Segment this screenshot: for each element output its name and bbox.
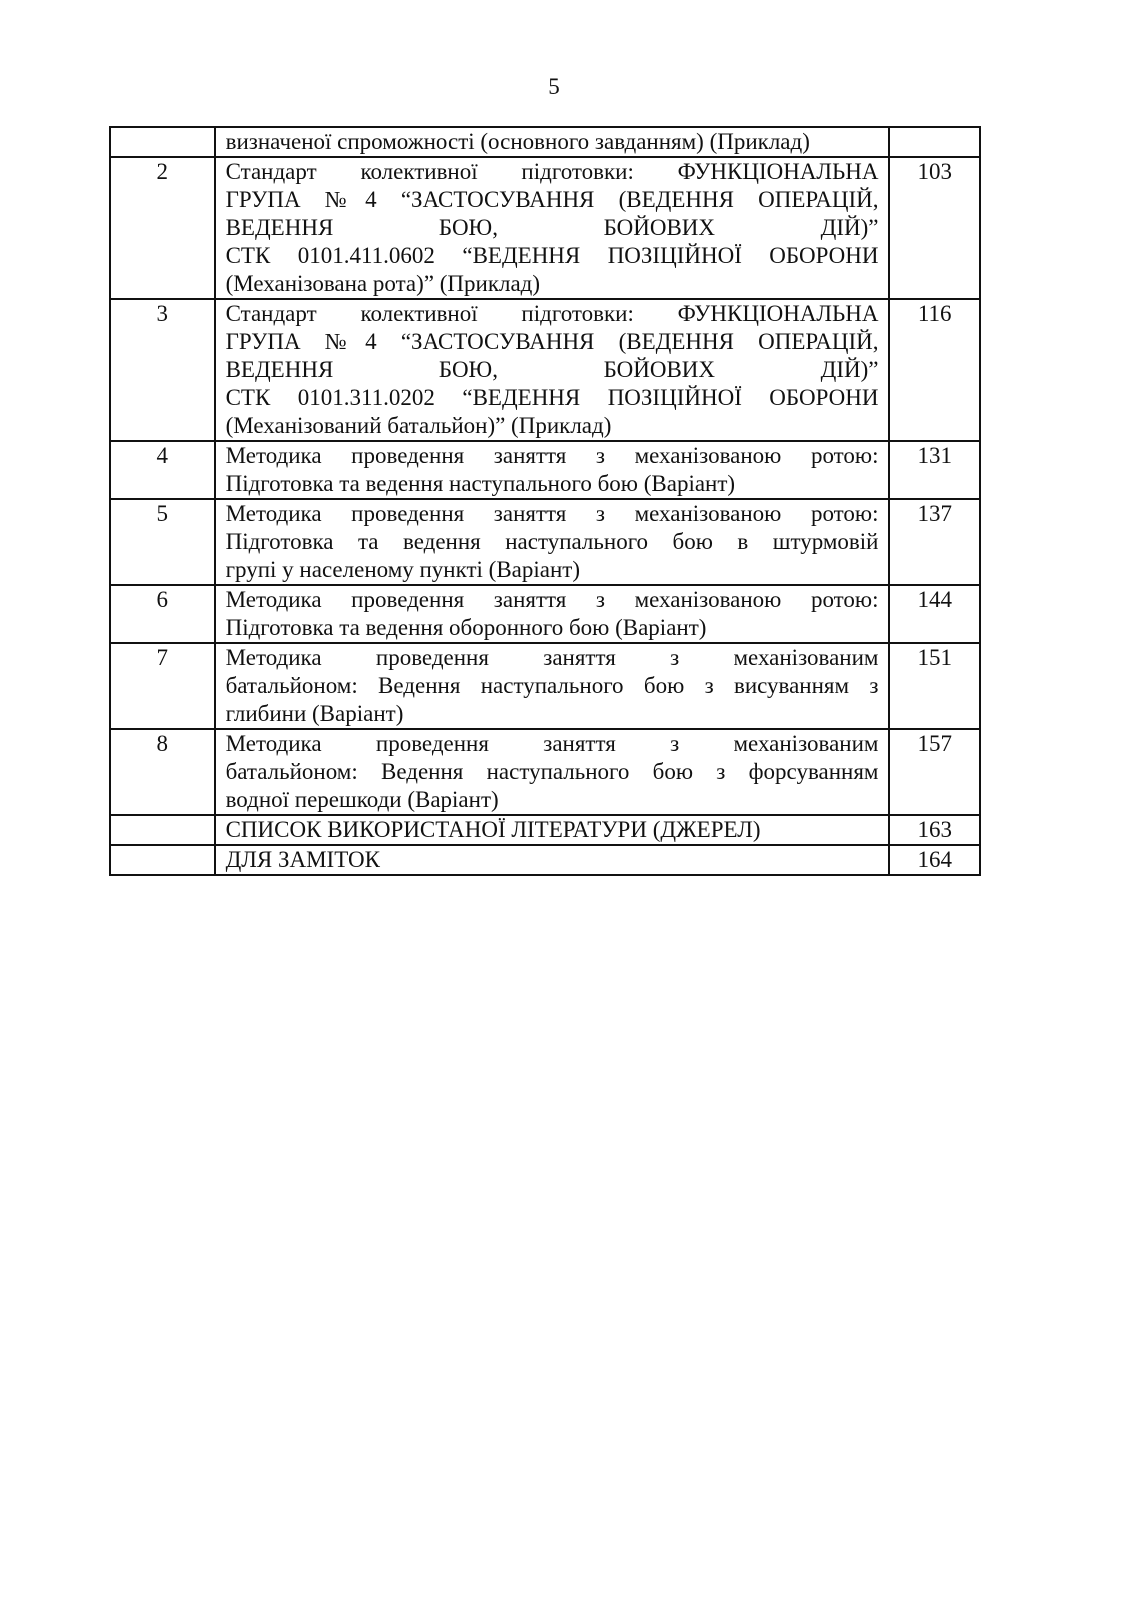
toc-page-number: 103 — [889, 157, 980, 299]
toc-page-number: 144 — [889, 585, 980, 643]
toc-page-number: 157 — [889, 729, 980, 815]
toc-page-number: 131 — [889, 441, 980, 499]
toc-title-line: Методика проведення заняття з механізованим — [225, 731, 879, 756]
toc-item-number: 2 — [110, 157, 215, 299]
toc-item-title — [215, 729, 890, 815]
toc-row — [110, 643, 980, 729]
toc-title-line: ВЕДЕННЯ БОЮ, БОЙОВИХ ДІЙ)” — [225, 357, 879, 382]
toc-title-line: Підготовка та ведення наступального бою в штурмовій — [225, 529, 879, 554]
toc-item-title — [215, 441, 890, 499]
toc-item-number — [110, 845, 215, 875]
toc-title-line: СТК 0101.311.0202 “ВЕДЕННЯ ПОЗІЦІЙНОЇ ОБОРОНИ — [225, 385, 879, 410]
toc-title-line: ГРУПА №4 “ЗАСТОСУВАННЯ (ВЕДЕННЯ ОПЕРАЦІЙ, — [225, 187, 879, 212]
toc-item-number — [110, 815, 215, 845]
toc-title-line: Стандарт колективної підготовки: ФУНКЦІОНАЛЬНА — [225, 159, 879, 184]
toc-title-line: глибини (Варіант) — [225, 701, 404, 726]
toc-title-line: ГРУПА №4 “ЗАСТОСУВАННЯ (ВЕДЕННЯ ОПЕРАЦІЙ, — [225, 329, 879, 354]
toc-page-number: 163 — [889, 815, 980, 845]
table-of-contents — [109, 126, 981, 876]
toc-item-title — [215, 499, 890, 585]
toc-title-line: (Механізований батальйон)” (Приклад) — [225, 413, 612, 438]
toc-title-line: групі у населеному пункті (Варіант) — [225, 557, 581, 582]
toc-item-title — [215, 299, 890, 441]
page-number: 5 — [548, 74, 560, 99]
toc-row — [110, 729, 980, 815]
toc-row — [110, 157, 980, 299]
toc-title-line: ВЕДЕННЯ БОЮ, БОЙОВИХ ДІЙ)” — [225, 215, 879, 240]
toc-item-number — [110, 127, 215, 157]
toc-row — [110, 815, 980, 845]
toc-item-title — [215, 127, 890, 157]
toc-page-number: 137 — [889, 499, 980, 585]
toc-title-line: ДЛЯ ЗАМІТОК — [225, 847, 380, 872]
toc-row — [110, 845, 980, 875]
toc-title-line: визначеної спроможності (основного завданням) (Приклад) — [225, 129, 810, 154]
toc-page-number: 164 — [889, 845, 980, 875]
toc-item-title — [215, 643, 890, 729]
toc-item-number: 3 — [110, 299, 215, 441]
toc-title-line: Підготовка та ведення наступального бою (Варіант) — [225, 471, 736, 496]
toc-title-line: Методика проведення заняття з механізованою ротою: — [225, 501, 879, 526]
toc-page-number — [889, 127, 980, 157]
toc-title-line: Стандарт колективної підготовки: ФУНКЦІОНАЛЬНА — [225, 301, 879, 326]
toc-title-line: СПИСОК ВИКОРИСТАНОЇ ЛІТЕРАТУРИ (ДЖЕРЕЛ) — [225, 817, 761, 842]
toc-page-number: 116 — [889, 299, 980, 441]
toc-title-line: Методика проведення заняття з механізованим — [225, 645, 879, 670]
toc-item-title — [215, 845, 890, 875]
toc-title-line: Методика проведення заняття з механізованою ротою: — [225, 443, 879, 468]
toc-item-title — [215, 585, 890, 643]
toc-item-title — [215, 815, 890, 845]
toc-item-number: 4 — [110, 441, 215, 499]
toc-row — [110, 441, 980, 499]
toc-item-number: 7 — [110, 643, 215, 729]
toc-body — [110, 127, 980, 875]
toc-item-number: 6 — [110, 585, 215, 643]
toc-item-number: 8 — [110, 729, 215, 815]
toc-row — [110, 299, 980, 441]
toc-title-line: СТК 0101.411.0602 “ВЕДЕННЯ ПОЗІЦІЙНОЇ ОБОРОНИ — [225, 243, 879, 268]
toc-row — [110, 127, 980, 157]
toc-title-line: Методика проведення заняття з механізованою ротою: — [225, 587, 879, 612]
toc-title-line: (Механізована рота)” (Приклад) — [225, 271, 541, 296]
toc-page-number: 151 — [889, 643, 980, 729]
toc-title-line: батальйоном: Ведення наступального бою з форсуванням — [225, 759, 879, 784]
toc-title-line: батальйоном: Ведення наступального бою з висуванням з — [225, 673, 879, 698]
toc-title-line: водної перешкоди (Варіант) — [225, 787, 499, 812]
toc-row — [110, 585, 980, 643]
toc-title-line: Підготовка та ведення оборонного бою (Варіант) — [225, 615, 707, 640]
toc-row — [110, 499, 980, 585]
toc-item-number: 5 — [110, 499, 215, 585]
toc-item-title — [215, 157, 890, 299]
